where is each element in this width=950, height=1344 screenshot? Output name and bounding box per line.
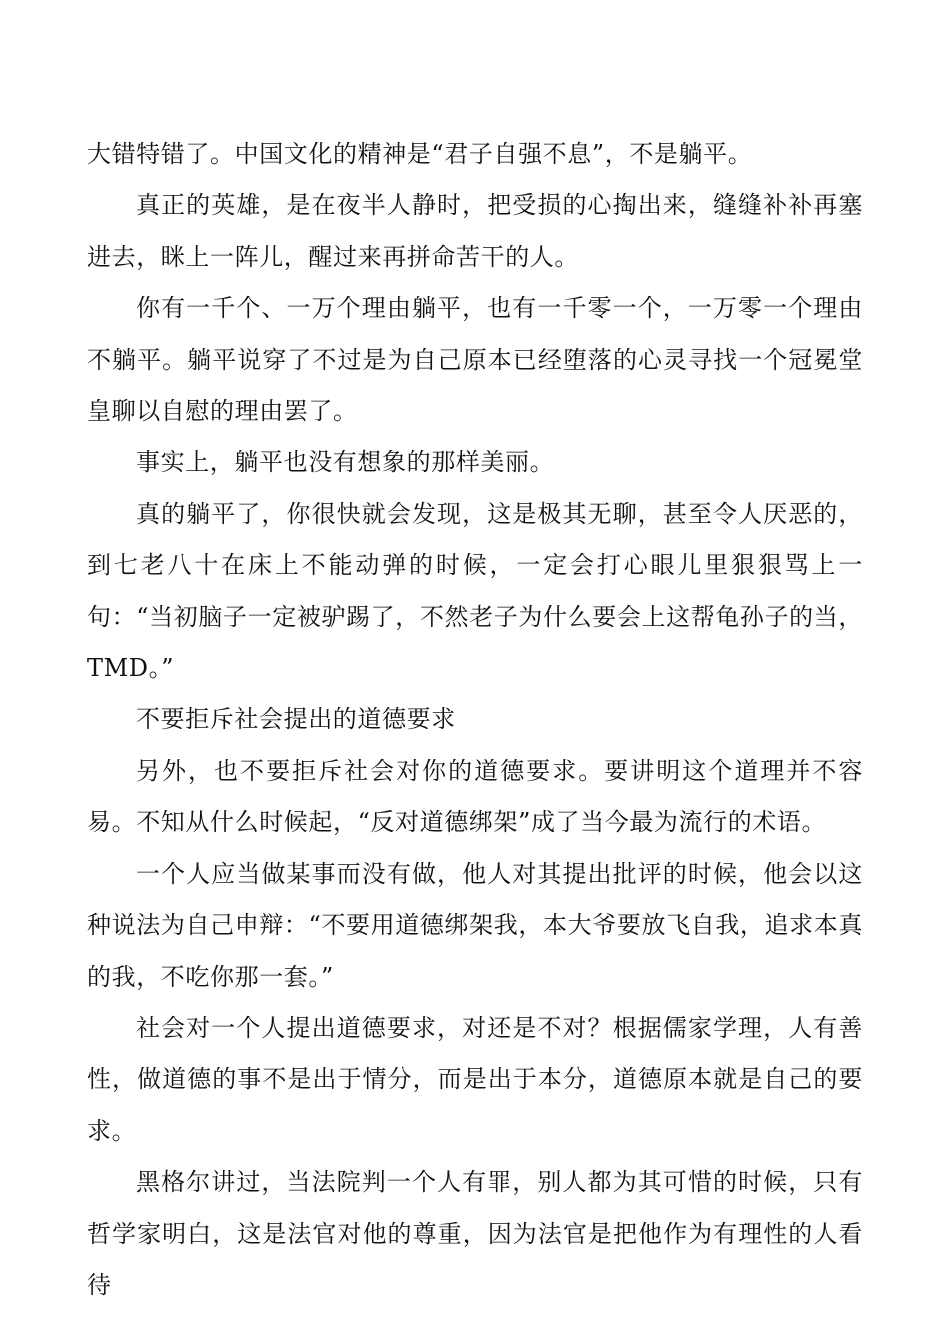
paragraph-moral-demands: 另外，也不要拒斥社会对你的道德要求。要讲明这个道理并不容易。不知从什么时候起，“反对道德绑架”成了当今最为流行的术语。 [87,756,863,837]
paragraph-confucian: 社会对一个人提出道德要求，对还是不对？根据儒家学理，人有善性，做道德的事不是出于情分，而是出于本分，道德原本就是自己的要求。 [87,1013,863,1145]
paragraph-not-beautiful: 事实上，躺平也没有想象的那样美丽。 [136,448,555,477]
paragraph-reasons: 你有一千个、一万个理由躺平，也有一千零一个，一万零一个理由不躺平。躺平说穿了不过是为自己原本已经堕落的心灵寻找一个冠冕堂皇聊以自慰的理由罢了。 [87,294,863,426]
section-heading: 不要拒斥社会提出的道德要求 [136,705,456,734]
paragraph-hero: 真正的英雄，是在夜半人静时，把受损的心掏出来，缝缝补补再塞进去，眯上一阵儿，醒过来再拼命苦干的人。 [87,191,863,271]
paragraph-continuation: 大错特错了。中国文化的精神是“君子自强不息”，不是躺平。 [87,140,753,168]
paragraph-hegel: 黑格尔讲过，当法院判一个人有罪，别人都为其可惜的时候，只有哲学家明白，这是法官对他的尊重，因为法官是把他作为有理性的人看待 [87,1168,863,1299]
document-body [87,129,863,1311]
paragraph-boredom: 真的躺平了，你很快就会发现，这是极其无聊，甚至令人厌恶的，到七老八十在床上不能动弹的时候，一定会打心眼儿里狠狠骂上一句：“当初脑子一定被驴踢了，不然老子为什么要会上这帮龟孙子的当，TMD。” [87,499,863,683]
paragraph-self-defense: 一个人应当做某事而没有做，他人对其提出批评的时候，他会以这种说法为自己申辩：“不要用道德绑架我，本大爷要放飞自我，追求本真的我，不吃你那一套。” [87,859,863,991]
